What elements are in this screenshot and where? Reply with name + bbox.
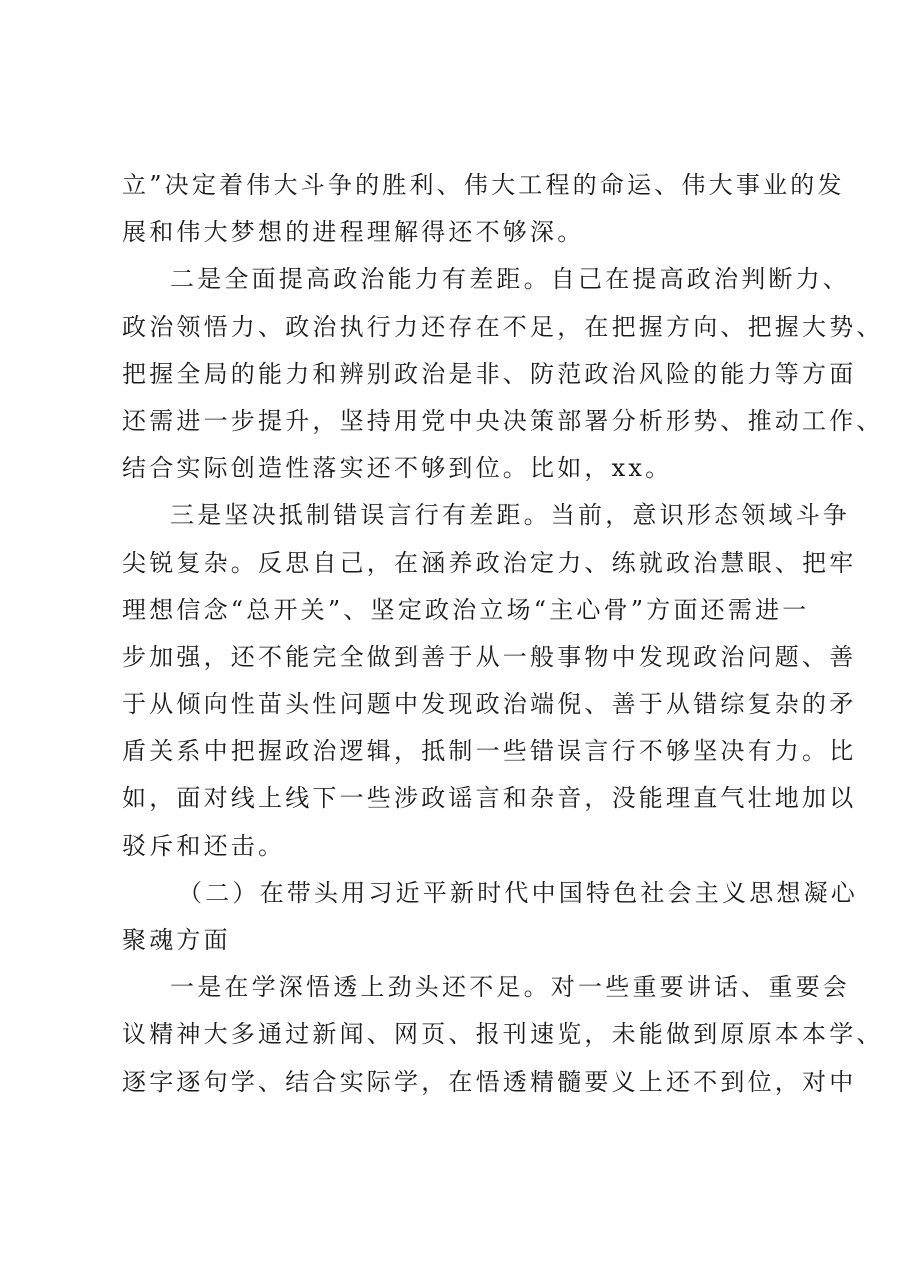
paragraph-study-depth	[122, 964, 884, 1106]
text-line: 于从倾向性苗头性问题中发现政治端倪、善于从错综复杂的矛	[122, 690, 857, 719]
heading-line: （二）在带头用习近平新时代中国特色社会主义思想凝心	[178, 878, 858, 907]
text-line: 立”决定着伟大斗争的胜利、伟大工程的命运、伟大事业的发	[122, 171, 845, 199]
section-heading	[122, 870, 858, 964]
text-line: 展和伟大梦想的进程理解得还不够深。	[122, 218, 585, 247]
text-line: 驳斥和还击。	[122, 831, 286, 860]
text-line: 如，面对线上线下一些涉政谣言和杂音，没能理直气壮地加以	[122, 784, 857, 813]
text-line: 盾关系中把握政治逻辑，抵制一些错误言行不够坚决有力。比	[122, 737, 857, 766]
text-line: 二是全面提高政治能力有差距。自己在提高政治判断力、	[170, 265, 850, 294]
text-line: 把握全局的能力和辨别政治是非、防范政治风险的能力等方面	[122, 359, 857, 388]
text-line: 步加强，还不能完全做到善于从一般事物中发现政治问题、善	[122, 642, 857, 671]
text-line: 三是坚决抵制错误言行有差距。当前，意识形态领域斗争	[170, 501, 850, 530]
text-line: 理想信念“总开关”、坚定政治立场“主心骨”方面还需进一	[122, 595, 810, 624]
heading-line: 聚魂方面	[122, 926, 231, 954]
text-line: 议精神大多通过新闻、网页、报刊速览，未能做到原原本本学、	[122, 1020, 884, 1049]
text-line: 政治领悟力、政治执行力还存在不足，在把握方向、把握大势、	[122, 312, 884, 341]
text-line: 逐字逐句学、结合实际学，在悟透精髓要义上还不到位，对中	[122, 1067, 857, 1096]
text-line: 一是在学深悟透上劲头还不足。对一些重要讲话、重要会	[170, 973, 850, 1002]
text-line: 结合实际创造性落实还不够到位。比如，xx。	[122, 454, 673, 483]
paragraph-political-capability	[122, 256, 884, 492]
paragraph-resist-wrong-speech	[122, 492, 857, 870]
document-body	[122, 162, 884, 1106]
paragraph-continuation	[122, 162, 845, 256]
text-line: 尖锐复杂。反思自己，在涵养政治定力、练就政治慧眼、把牢	[122, 548, 857, 577]
text-line: 还需进一步提升，坚持用党中央决策部署分析形势、推动工作、	[122, 406, 884, 435]
